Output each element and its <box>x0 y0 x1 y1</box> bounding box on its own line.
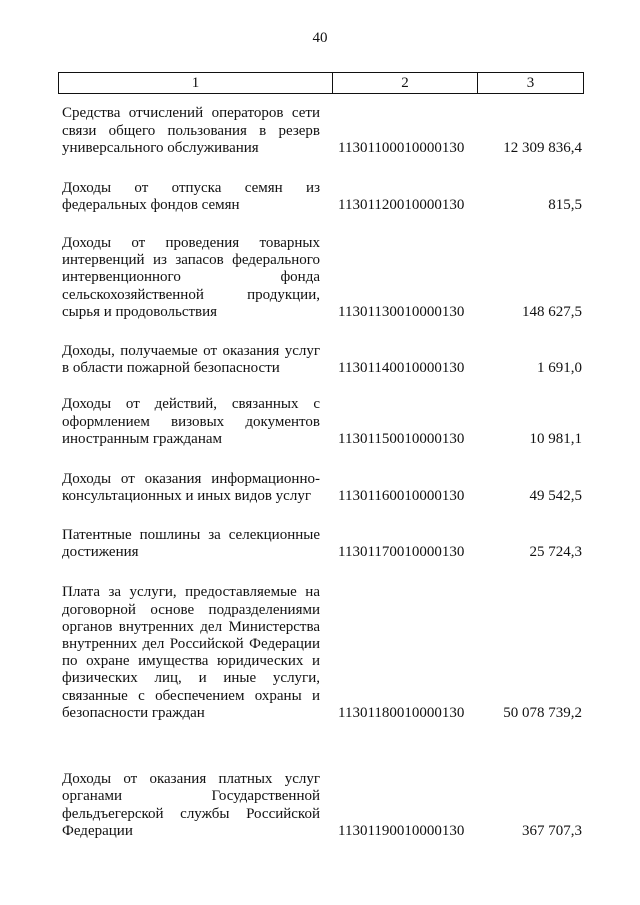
row-amount: 12 309 836,4 <box>503 139 582 156</box>
row-code: 11301120010000130 <box>338 196 465 213</box>
row-amount: 25 724,3 <box>529 543 582 560</box>
row-amount: 148 627,5 <box>522 303 582 320</box>
row-amount: 10 981,1 <box>529 430 582 447</box>
row-amount: 815,5 <box>548 196 582 213</box>
column-header-1: 1 <box>59 73 333 93</box>
row-description: Доходы, получаемые от оказания услуг в области пожарной безопасности <box>62 342 320 376</box>
row-code: 11301130010000130 <box>338 303 465 320</box>
row-description: Доходы от отпуска семян из федеральных фондов семян <box>62 179 320 213</box>
row-description: Доходы от оказания информационно-консультационных и иных видов услуг <box>62 470 320 504</box>
row-description: Доходы от оказания платных услуг органами Государственной фельдъегерской службы Российской Федерации <box>62 771 320 839</box>
row-code: 11301160010000130 <box>338 487 465 504</box>
row-description: Средства отчислений операторов сети связи общего пользования в резерв универсального обслуживания <box>62 105 320 156</box>
row-code: 11301170010000130 <box>338 543 465 560</box>
row-amount: 1 691,0 <box>537 359 582 376</box>
row-amount: 367 707,3 <box>522 822 582 839</box>
row-description: Патентные пошлины за селекционные достижения <box>62 526 320 560</box>
row-code: 11301150010000130 <box>338 430 465 447</box>
page-number: 40 <box>312 30 328 46</box>
row-code: 11301190010000130 <box>338 822 465 839</box>
row-description: Плата за услуги, предоставляемые на договорной основе подразделениями органов внутренних дел Министерства внутренних дел Российской Федерации по охране имущества юридических и физических лиц, и иные услуги, связанные с обеспечением охраны и безопасности граждан <box>62 584 320 721</box>
row-amount: 50 078 739,2 <box>503 704 582 721</box>
row-code: 11301100010000130 <box>338 139 465 156</box>
row-description: Доходы от проведения товарных интервенций из запасов федерального интервенционного фонда сельскохозяйственной продукции, сырья и продовольствия <box>62 234 320 320</box>
row-code: 11301140010000130 <box>338 359 465 376</box>
column-header-2: 2 <box>333 73 478 93</box>
column-header-3: 3 <box>526 75 535 91</box>
row-code: 11301180010000130 <box>338 704 465 721</box>
row-amount: 49 542,5 <box>529 487 582 504</box>
row-description: Доходы от действий, связанных с оформлением визовых документов иностранным гражданам <box>62 396 320 447</box>
